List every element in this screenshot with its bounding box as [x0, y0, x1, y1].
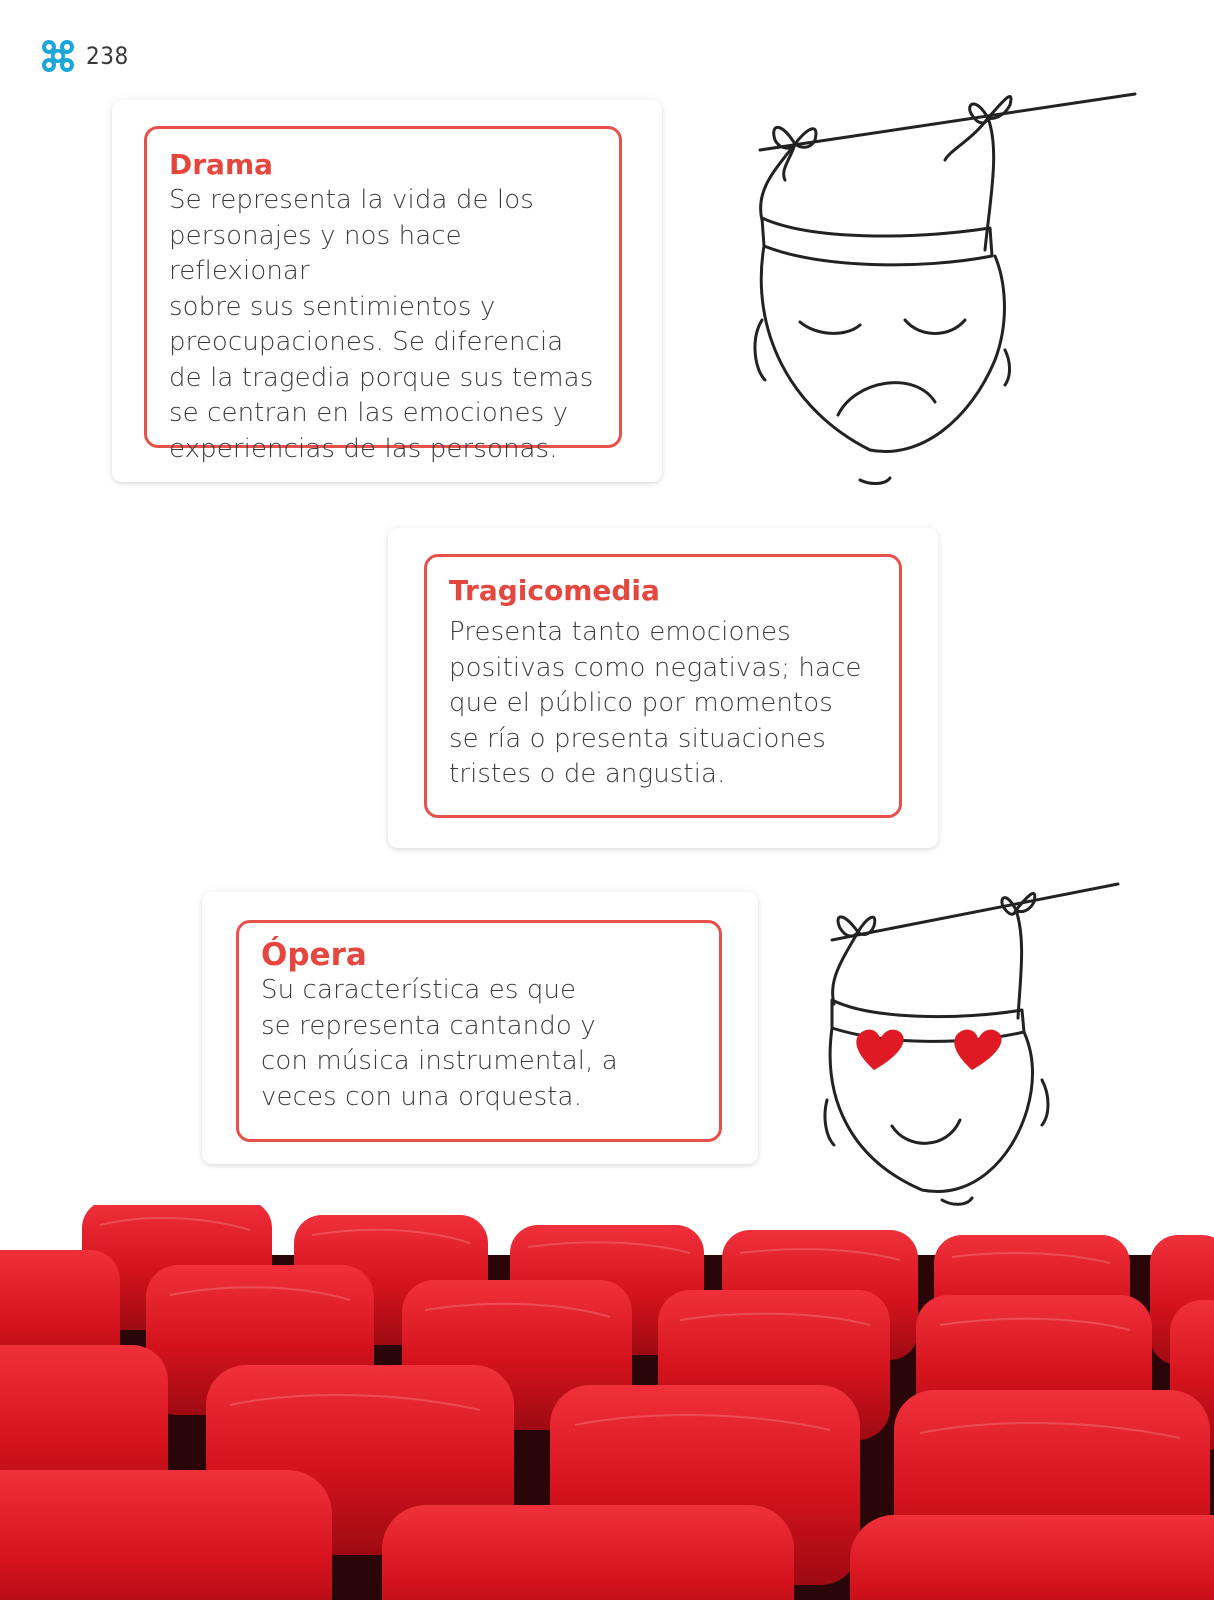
tragicomedia-title: Tragicomedia	[449, 574, 660, 607]
heart-right-icon	[954, 1030, 1001, 1070]
page-header	[40, 38, 129, 74]
sad-theater-mask	[750, 80, 1140, 500]
page-number: 238	[86, 42, 129, 70]
drama-title: Drama	[169, 148, 274, 181]
opera-card	[236, 920, 722, 1142]
flower-icon	[40, 38, 76, 74]
tragicomedia-text: Presenta tanto emociones positivas como negativas; hace que el público por momentos se ría o presenta situaciones tristes o de angustia.	[449, 617, 862, 789]
heart-left-icon	[856, 1030, 903, 1070]
tragicomedia-card	[424, 554, 902, 818]
happy-theater-mask	[822, 880, 1132, 1220]
opera-text: Su característica es que se representa cantando y con música instrumental, a veces con una orquesta.	[261, 975, 618, 1112]
theater-seats	[0, 1205, 1214, 1600]
tragicomedia-ticket	[388, 528, 938, 848]
drama-ticket	[112, 100, 662, 482]
opera-title: Ópera	[261, 937, 367, 973]
drama-card	[144, 126, 622, 464]
drama-text: Se representa la vida de los personajes y nos hace reflexionar sobre sus sentimientos y preocupaciones. Se diferencia de la tragedia porque sus temas se centran en las emociones y experiencias de las personas.	[169, 185, 594, 464]
opera-ticket	[202, 892, 758, 1164]
